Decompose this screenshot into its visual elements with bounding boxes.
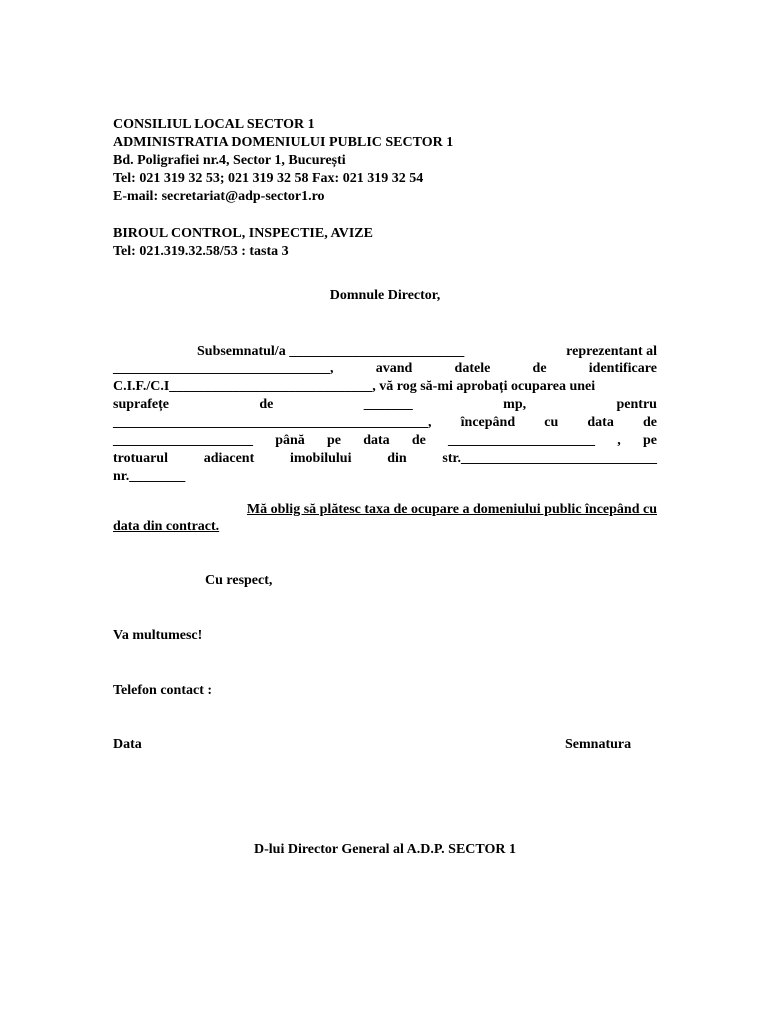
- signature-label: Semnatura: [565, 737, 632, 752]
- request-row-4: suprafețe de _______ mp, pentru: [113, 397, 657, 412]
- request-row-2: _______________________________, avand datele de identificare: [113, 361, 657, 376]
- request-row-1: Subsemnatul/a _________________________ reprezentant al: [197, 344, 657, 359]
- obligation-line-1: Mă oblig să plătesc taxa de ocupare a domeniului public începând cu: [246, 502, 657, 517]
- department-name: BIROUL CONTROL, INSPECTIE, AVIZE: [113, 226, 373, 241]
- administration-name: ADMINISTRATIA DOMENIULUI PUBLIC SECTOR 1: [113, 135, 454, 150]
- email: E-mail: secretariat@adp-sector1.ro: [113, 189, 325, 204]
- date-label: Data: [113, 737, 142, 752]
- department-phone: Tel: 021.319.32.58/53 : tasta 3: [113, 244, 289, 259]
- request-row-5: _____________________________________________, începând cu data de: [113, 415, 657, 430]
- phone-fax: Tel: 021 319 32 53; 021 319 32 58 Fax: 021 319 32 54: [113, 171, 424, 186]
- thanks: Va multumesc!: [113, 628, 203, 643]
- request-row-6: ____________________ până pe data de _____________________ , pe: [113, 433, 657, 448]
- addressee: D-lui Director General al A.D.P. SECTOR 1: [254, 842, 516, 857]
- request-row-8: nr.________: [113, 469, 186, 484]
- request-row-3: C.I.F./C.I_____________________________, vă rog să-mi aprobați ocuparea unei: [113, 379, 596, 394]
- address: Bd. Poligrafiei nr.4, Sector 1, București: [113, 153, 346, 168]
- salutation: Domnule Director,: [329, 288, 441, 303]
- council-name: CONSILIUL LOCAL SECTOR 1: [113, 117, 315, 132]
- obligation-line-2: data din contract.: [113, 519, 220, 534]
- phone-contact-label: Telefon contact :: [113, 683, 213, 698]
- closing: Cu respect,: [205, 573, 273, 588]
- request-row-7: trotuarul adiacent imobilului din str.____________________________: [113, 451, 657, 466]
